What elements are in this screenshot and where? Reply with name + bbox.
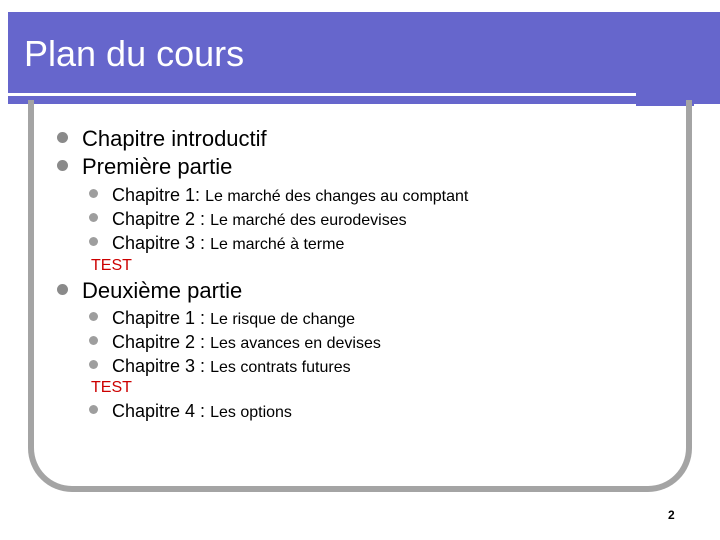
bullet-icon bbox=[57, 160, 68, 171]
bullet-icon bbox=[89, 189, 98, 198]
chapter-label: Chapitre 4 : bbox=[112, 401, 206, 421]
chapter-item bbox=[89, 331, 381, 355]
bullet-icon bbox=[89, 213, 98, 222]
chapter-label: Chapitre 1: bbox=[112, 185, 201, 205]
chapter-description: Les avances en devises bbox=[210, 335, 381, 352]
bullet-icon bbox=[89, 237, 98, 246]
chapter-description: Le marché des eurodevises bbox=[210, 212, 407, 229]
test-label: TEST bbox=[91, 379, 132, 396]
chapter-item bbox=[89, 232, 344, 256]
bullet-icon bbox=[57, 132, 68, 143]
chapter-item bbox=[89, 307, 355, 331]
chapter-item bbox=[89, 400, 292, 424]
chapter-label: Chapitre 3 : bbox=[112, 233, 206, 253]
outline-item bbox=[57, 278, 242, 304]
title-underline bbox=[8, 93, 636, 96]
chapter-description: Le risque de change bbox=[210, 311, 356, 328]
chapter-description: Les options bbox=[210, 404, 292, 421]
bullet-icon bbox=[89, 312, 98, 321]
chapter-description: Le marché à terme bbox=[210, 236, 345, 253]
outline-item bbox=[57, 154, 232, 180]
outline-item-label: Chapitre introductif bbox=[82, 126, 267, 151]
outline-item bbox=[57, 126, 267, 152]
page-number: 2 bbox=[668, 508, 675, 522]
chapter-item bbox=[89, 355, 351, 379]
outline-item-label: Deuxième partie bbox=[82, 278, 243, 303]
chapter-label: Chapitre 2 : bbox=[112, 209, 206, 229]
chapter-label: Chapitre 1 : bbox=[112, 308, 206, 328]
chapter-description: Les contrats futures bbox=[210, 359, 351, 376]
test-label: TEST bbox=[91, 257, 132, 274]
bullet-icon bbox=[89, 405, 98, 414]
chapter-description: Le marché des changes au comptant bbox=[205, 188, 469, 205]
bullet-icon bbox=[89, 360, 98, 369]
slide-title: Plan du cours bbox=[24, 33, 245, 74]
bullet-icon bbox=[89, 336, 98, 345]
chapter-item bbox=[89, 184, 468, 208]
outline-item-label: Première partie bbox=[82, 154, 233, 179]
chapter-item bbox=[89, 208, 407, 232]
chapter-label: Chapitre 3 : bbox=[112, 356, 206, 376]
chapter-label: Chapitre 2 : bbox=[112, 332, 206, 352]
bullet-icon bbox=[57, 284, 68, 295]
